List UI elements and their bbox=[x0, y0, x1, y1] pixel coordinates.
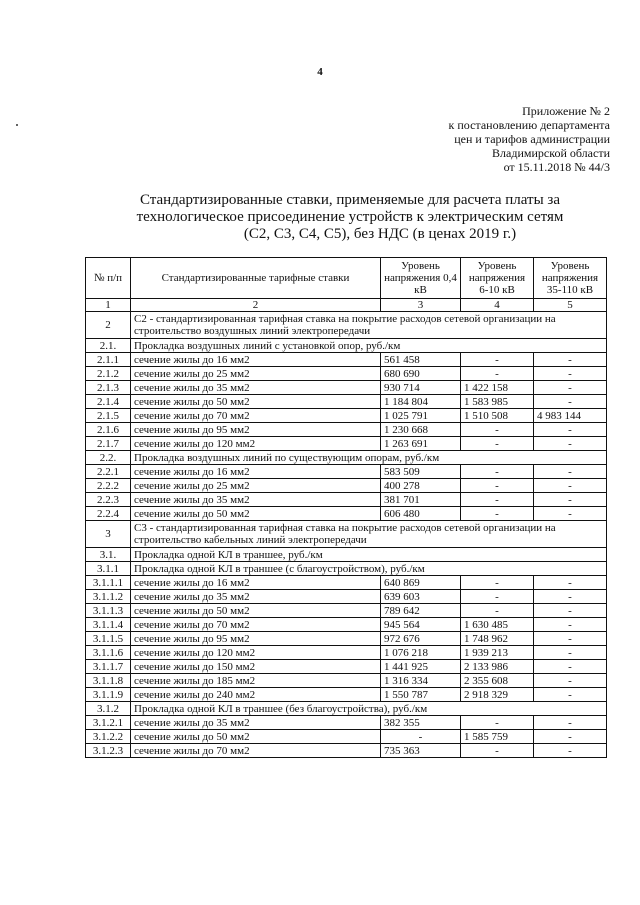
row-number: 2.2.2 bbox=[86, 479, 131, 493]
rate-6-10kv: 1 510 508 bbox=[461, 409, 534, 423]
table-row bbox=[86, 479, 607, 493]
row-number: 3.1.1.3 bbox=[86, 604, 131, 618]
table-header-row bbox=[86, 258, 607, 299]
rate-35-110kv: - bbox=[534, 646, 607, 660]
row-number: 2.1.7 bbox=[86, 437, 131, 451]
rate-35-110kv: - bbox=[534, 507, 607, 521]
column-number-cell: 3 bbox=[381, 299, 461, 312]
rate-6-10kv: - bbox=[461, 590, 534, 604]
rate-04kv: 1 230 668 bbox=[381, 423, 461, 437]
rate-04kv: 1 025 791 bbox=[381, 409, 461, 423]
table-row bbox=[86, 604, 607, 618]
rate-04kv: 680 690 bbox=[381, 367, 461, 381]
table-row bbox=[86, 437, 607, 451]
rate-35-110kv: - bbox=[534, 688, 607, 702]
header-cell-35-110kv: Уровень напряжения 35-110 кВ bbox=[534, 258, 607, 299]
rate-6-10kv: - bbox=[461, 437, 534, 451]
rate-6-10kv: 2 133 986 bbox=[461, 660, 534, 674]
rate-name: сечение жилы до 35 мм2 bbox=[131, 493, 381, 507]
table-row bbox=[86, 632, 607, 646]
row-number: 3.1.2.2 bbox=[86, 730, 131, 744]
section-title: С3 - стандартизированная тарифная ставка на покрытие расходов сетевой организации на строительство кабельных линий электропередачи bbox=[131, 521, 607, 548]
rate-04kv: 972 676 bbox=[381, 632, 461, 646]
rate-6-10kv: 1 422 158 bbox=[461, 381, 534, 395]
row-number: 3.1.1 bbox=[86, 562, 131, 576]
column-number-cell: 5 bbox=[534, 299, 607, 312]
row-number: 3.1.1.4 bbox=[86, 618, 131, 632]
appendix-line: к постановлению департамента bbox=[448, 118, 610, 132]
table-row bbox=[86, 409, 607, 423]
row-number: 2.1.5 bbox=[86, 409, 131, 423]
rate-04kv: 382 355 bbox=[381, 716, 461, 730]
group-title: Прокладка воздушных линий с установкой опор, руб./км bbox=[131, 339, 607, 353]
title-line: технологическое присоединение устройств к электрическим сетям bbox=[136, 209, 564, 225]
rate-04kv: 930 714 bbox=[381, 381, 461, 395]
table-row bbox=[86, 465, 607, 479]
rates-table bbox=[85, 257, 607, 758]
group-row bbox=[86, 562, 607, 576]
rate-35-110kv: - bbox=[534, 465, 607, 479]
column-number-cell: 4 bbox=[461, 299, 534, 312]
table-row bbox=[86, 367, 607, 381]
rate-35-110kv: - bbox=[534, 618, 607, 632]
header-cell-6-10kv: Уровень напряжения 6-10 кВ bbox=[461, 258, 534, 299]
group-row bbox=[86, 702, 607, 716]
rate-name: сечение жилы до 50 мм2 bbox=[131, 395, 381, 409]
group-title: Прокладка одной КЛ в траншее (без благоустройства), руб./км bbox=[131, 702, 607, 716]
table-row bbox=[86, 423, 607, 437]
rate-04kv: 1 263 691 bbox=[381, 437, 461, 451]
rate-35-110kv: 4 983 144 bbox=[534, 409, 607, 423]
row-number: 3.1.2 bbox=[86, 702, 131, 716]
row-number: 3.1.1.1 bbox=[86, 576, 131, 590]
table-row bbox=[86, 493, 607, 507]
rate-04kv: 640 869 bbox=[381, 576, 461, 590]
rate-35-110kv: - bbox=[534, 604, 607, 618]
scan-dot bbox=[16, 124, 18, 126]
row-number: 3.1.2.1 bbox=[86, 716, 131, 730]
rate-04kv: 789 642 bbox=[381, 604, 461, 618]
rate-35-110kv: - bbox=[534, 590, 607, 604]
header-cell-rates: Стандартизированные тарифные ставки bbox=[131, 258, 381, 299]
appendix-block bbox=[400, 104, 610, 174]
document-title bbox=[110, 192, 590, 243]
rate-6-10kv: 2 918 329 bbox=[461, 688, 534, 702]
page-number: 4 bbox=[317, 66, 323, 78]
rate-name: сечение жилы до 25 мм2 bbox=[131, 479, 381, 493]
rate-name: сечение жилы до 35 мм2 bbox=[131, 381, 381, 395]
rate-name: сечение жилы до 35 мм2 bbox=[131, 716, 381, 730]
table-row bbox=[86, 576, 607, 590]
rate-name: сечение жилы до 185 мм2 bbox=[131, 674, 381, 688]
rate-6-10kv: - bbox=[461, 716, 534, 730]
row-number: 2.1. bbox=[86, 339, 131, 353]
table-row bbox=[86, 744, 607, 758]
rate-04kv: 606 480 bbox=[381, 507, 461, 521]
rate-6-10kv: - bbox=[461, 493, 534, 507]
row-number: 3 bbox=[86, 521, 131, 548]
rate-6-10kv: 1 630 485 bbox=[461, 618, 534, 632]
rate-name: сечение жилы до 95 мм2 bbox=[131, 632, 381, 646]
row-number: 3.1.1.9 bbox=[86, 688, 131, 702]
rate-6-10kv: 1 939 213 bbox=[461, 646, 534, 660]
rate-6-10kv: - bbox=[461, 576, 534, 590]
row-number: 3.1.1.5 bbox=[86, 632, 131, 646]
rate-35-110kv: - bbox=[534, 716, 607, 730]
group-title: Прокладка одной КЛ в траншее, руб./км bbox=[131, 548, 607, 562]
rate-name: сечение жилы до 70 мм2 bbox=[131, 744, 381, 758]
appendix-line: от 15.11.2018 № 44/3 bbox=[503, 160, 610, 174]
row-number: 2.1.3 bbox=[86, 381, 131, 395]
column-number-row bbox=[86, 299, 607, 312]
rate-04kv: 735 363 bbox=[381, 744, 461, 758]
table-row bbox=[86, 660, 607, 674]
row-number: 3.1.1.2 bbox=[86, 590, 131, 604]
appendix-line: Владимирской области bbox=[492, 146, 610, 160]
row-number: 2.1.6 bbox=[86, 423, 131, 437]
rate-35-110kv: - bbox=[534, 660, 607, 674]
row-number: 2.1.1 bbox=[86, 353, 131, 367]
rate-name: сечение жилы до 70 мм2 bbox=[131, 618, 381, 632]
appendix-line: Приложение № 2 bbox=[522, 104, 610, 118]
title-line: (С2, С3, С4, С5), без НДС (в ценах 2019 г.) bbox=[243, 226, 517, 242]
rate-04kv: 1 441 925 bbox=[381, 660, 461, 674]
row-number: 2.2.4 bbox=[86, 507, 131, 521]
rate-35-110kv: - bbox=[534, 437, 607, 451]
group-row bbox=[86, 548, 607, 562]
rate-name: сечение жилы до 50 мм2 bbox=[131, 730, 381, 744]
group-title: Прокладка воздушных линий по существующим опорам, руб./км bbox=[131, 451, 607, 465]
group-title: Прокладка одной КЛ в траншее (с благоустройством), руб./км bbox=[131, 562, 607, 576]
rate-04kv: 945 564 bbox=[381, 618, 461, 632]
rate-6-10kv: - bbox=[461, 423, 534, 437]
rate-6-10kv: - bbox=[461, 353, 534, 367]
column-number-cell: 2 bbox=[131, 299, 381, 312]
column-number-cell: 1 bbox=[86, 299, 131, 312]
section-title: С2 - стандартизированная тарифная ставка на покрытие расходов сетевой организации на строительство воздушных линий электропередачи bbox=[131, 312, 607, 339]
rate-35-110kv: - bbox=[534, 423, 607, 437]
rate-35-110kv: - bbox=[534, 730, 607, 744]
rate-35-110kv: - bbox=[534, 353, 607, 367]
rate-name: сечение жилы до 25 мм2 bbox=[131, 367, 381, 381]
rate-6-10kv: - bbox=[461, 604, 534, 618]
row-number: 3.1.2.3 bbox=[86, 744, 131, 758]
header-cell-04kv: Уровень напряжения 0,4 кВ bbox=[381, 258, 461, 299]
rate-name: сечение жилы до 150 мм2 bbox=[131, 660, 381, 674]
table-row bbox=[86, 688, 607, 702]
row-number: 2.2.3 bbox=[86, 493, 131, 507]
rate-35-110kv: - bbox=[534, 674, 607, 688]
rate-6-10kv: - bbox=[461, 367, 534, 381]
table-row bbox=[86, 618, 607, 632]
rate-name: сечение жилы до 16 мм2 bbox=[131, 576, 381, 590]
rate-name: сечение жилы до 50 мм2 bbox=[131, 507, 381, 521]
rate-04kv: 1 076 218 bbox=[381, 646, 461, 660]
section-row bbox=[86, 521, 607, 548]
rate-04kv: 1 184 804 bbox=[381, 395, 461, 409]
title-line: Стандартизированные ставки, применяемые для расчета платы за bbox=[139, 192, 561, 208]
rate-35-110kv: - bbox=[534, 479, 607, 493]
rate-name: сечение жилы до 50 мм2 bbox=[131, 604, 381, 618]
rate-name: сечение жилы до 35 мм2 bbox=[131, 590, 381, 604]
rate-04kv: 400 278 bbox=[381, 479, 461, 493]
rates-table-body bbox=[86, 258, 607, 758]
table-row bbox=[86, 507, 607, 521]
rate-name: сечение жилы до 95 мм2 bbox=[131, 423, 381, 437]
rate-6-10kv: 2 355 608 bbox=[461, 674, 534, 688]
rate-35-110kv: - bbox=[534, 381, 607, 395]
table-row bbox=[86, 716, 607, 730]
rate-35-110kv: - bbox=[534, 744, 607, 758]
rate-04kv: 1 316 334 bbox=[381, 674, 461, 688]
rate-6-10kv: - bbox=[461, 465, 534, 479]
rate-04kv: - bbox=[381, 730, 461, 744]
row-number: 2 bbox=[86, 312, 131, 339]
rate-name: сечение жилы до 16 мм2 bbox=[131, 353, 381, 367]
rate-35-110kv: - bbox=[534, 395, 607, 409]
table-row bbox=[86, 674, 607, 688]
rate-35-110kv: - bbox=[534, 367, 607, 381]
rate-name: сечение жилы до 240 мм2 bbox=[131, 688, 381, 702]
rate-name: сечение жилы до 120 мм2 bbox=[131, 646, 381, 660]
header-cell-number: № п/п bbox=[86, 258, 131, 299]
row-number: 3.1. bbox=[86, 548, 131, 562]
group-row bbox=[86, 339, 607, 353]
rate-04kv: 381 701 bbox=[381, 493, 461, 507]
rate-6-10kv: - bbox=[461, 479, 534, 493]
row-number: 2.2.1 bbox=[86, 465, 131, 479]
table-row bbox=[86, 395, 607, 409]
row-number: 3.1.1.6 bbox=[86, 646, 131, 660]
table-row bbox=[86, 730, 607, 744]
rate-6-10kv: - bbox=[461, 507, 534, 521]
appendix-line: цен и тарифов администрации bbox=[454, 132, 610, 146]
rate-35-110kv: - bbox=[534, 632, 607, 646]
group-row bbox=[86, 451, 607, 465]
rate-35-110kv: - bbox=[534, 493, 607, 507]
row-number: 2.2. bbox=[86, 451, 131, 465]
row-number: 3.1.1.7 bbox=[86, 660, 131, 674]
table-row bbox=[86, 646, 607, 660]
row-number: 2.1.2 bbox=[86, 367, 131, 381]
rate-name: сечение жилы до 120 мм2 bbox=[131, 437, 381, 451]
rate-6-10kv: 1 583 985 bbox=[461, 395, 534, 409]
rate-6-10kv: 1 748 962 bbox=[461, 632, 534, 646]
table-row bbox=[86, 353, 607, 367]
rate-04kv: 639 603 bbox=[381, 590, 461, 604]
row-number: 3.1.1.8 bbox=[86, 674, 131, 688]
rate-35-110kv: - bbox=[534, 576, 607, 590]
rate-04kv: 583 509 bbox=[381, 465, 461, 479]
rate-04kv: 561 458 bbox=[381, 353, 461, 367]
table-row bbox=[86, 381, 607, 395]
row-number: 2.1.4 bbox=[86, 395, 131, 409]
rate-04kv: 1 550 787 bbox=[381, 688, 461, 702]
rate-name: сечение жилы до 70 мм2 bbox=[131, 409, 381, 423]
section-row bbox=[86, 312, 607, 339]
rate-6-10kv: - bbox=[461, 744, 534, 758]
rate-6-10kv: 1 585 759 bbox=[461, 730, 534, 744]
table-row bbox=[86, 590, 607, 604]
rate-name: сечение жилы до 16 мм2 bbox=[131, 465, 381, 479]
